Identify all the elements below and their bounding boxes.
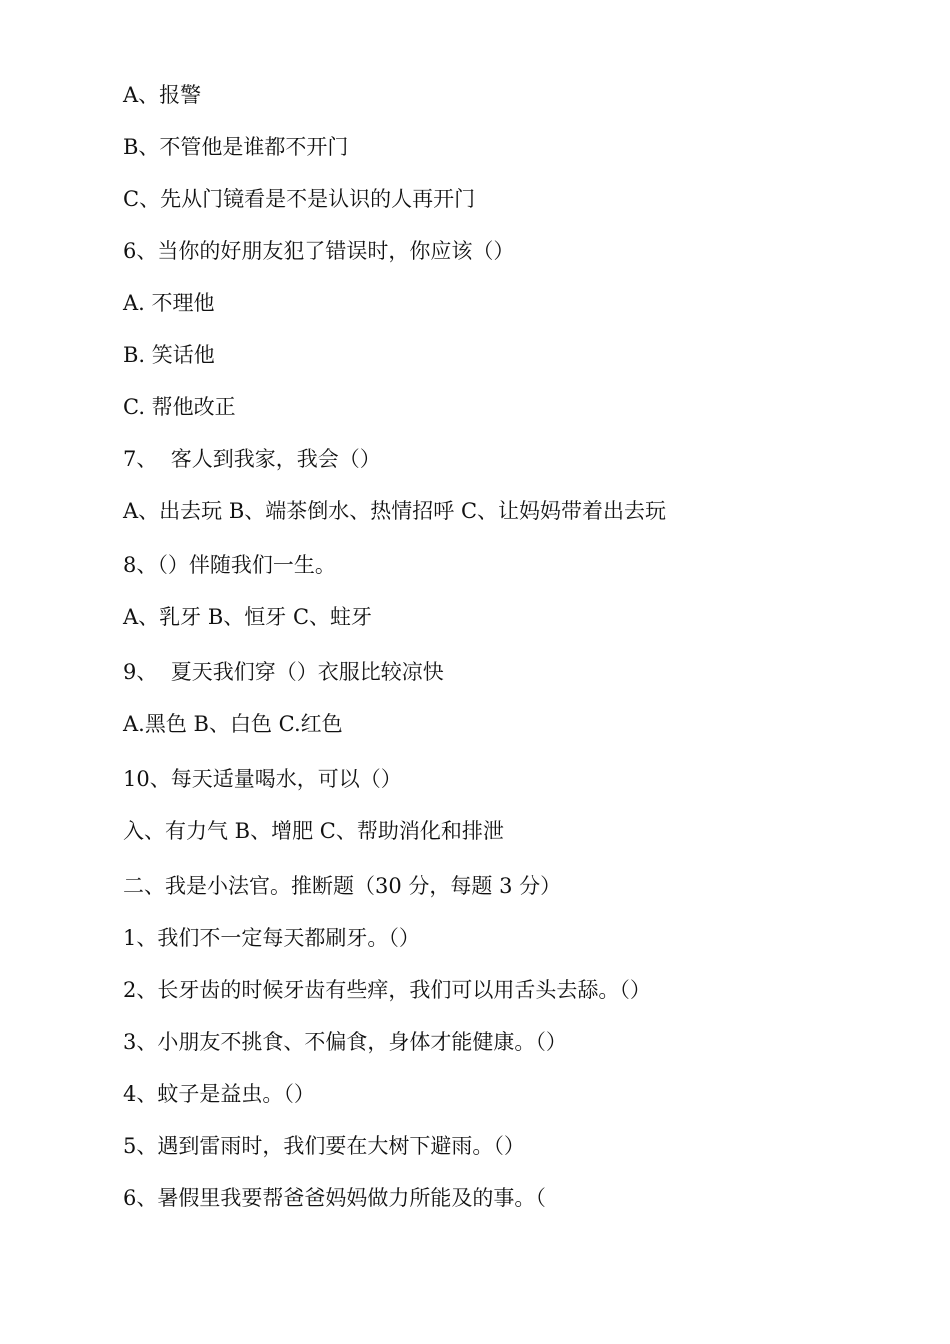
options-8: A、乳牙 B、恒牙 C、蛀牙 (123, 605, 373, 629)
option-6c: C. 帮他改正 (123, 395, 236, 419)
question-9: 9、 夏天我们穿（）衣服比较凉快 (123, 660, 444, 684)
options-9: A.黑色 B、白色 C.红色 (123, 712, 343, 736)
section-2-heading: 二、我是小法官。推断题（30 分，每题 3 分） (123, 874, 562, 898)
option-5b: B、不管他是谁都不开门 (123, 135, 349, 159)
option-6b: B. 笑话他 (123, 343, 215, 367)
judge-item-2: 2、长牙齿的时候牙齿有些痒，我们可以用舌头去舔。（） (123, 978, 651, 1002)
options-10: 入、有力气 B、增肥 C、帮助消化和排泄 (123, 819, 504, 843)
judge-item-4: 4、蚊子是益虫。（） (123, 1082, 315, 1106)
option-5a: A、报警 (123, 83, 202, 107)
judge-item-3: 3、小朋友不挑食、不偏食，身体才能健康。（） (123, 1030, 567, 1054)
options-7: A、出去玩 B、端茶倒水、热情招呼 C、让妈妈带着出去玩 (123, 499, 667, 523)
option-5c: C、先从门镜看是不是认识的人再开门 (123, 187, 476, 211)
option-6a: A. 不理他 (123, 291, 215, 315)
question-6: 6、当你的好朋友犯了错误时，你应该（） (123, 239, 515, 263)
question-10: 10、每天适量喝水，可以（） (123, 767, 402, 791)
judge-item-1: 1、我们不一定每天都刷牙。（） (123, 926, 420, 950)
question-7: 7、 客人到我家，我会（） (123, 447, 381, 471)
question-8: 8、（）伴随我们一生。 (123, 553, 336, 577)
judge-item-5: 5、遇到雷雨时，我们要在大树下避雨。（） (123, 1134, 525, 1158)
judge-item-6: 6、暑假里我要帮爸爸妈妈做力所能及的事。（ (123, 1186, 546, 1210)
